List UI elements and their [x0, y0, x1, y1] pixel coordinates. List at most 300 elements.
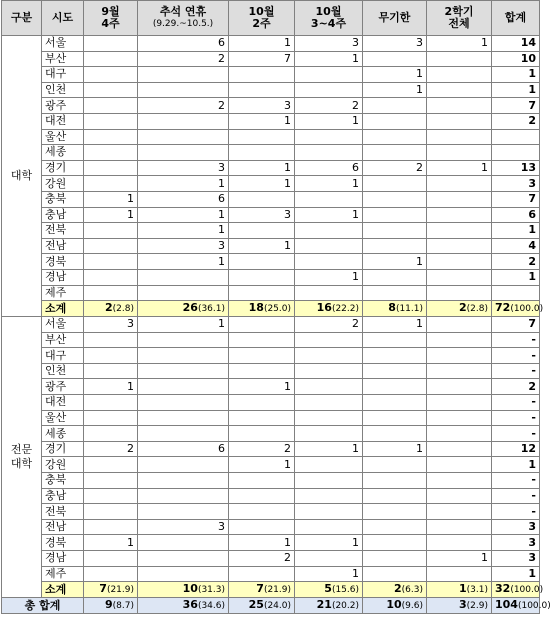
value-cell — [427, 488, 492, 504]
value-cell — [427, 348, 492, 364]
value-cell — [138, 332, 229, 348]
subtotal-cell — [427, 582, 492, 598]
value-cell — [427, 441, 492, 457]
row-total-cell: 3 — [492, 551, 540, 567]
subtotal-cell — [138, 582, 229, 598]
value-cell — [427, 254, 492, 270]
region-cell: 경남 — [42, 269, 84, 285]
value-cell: 3 — [84, 317, 138, 333]
value-cell: 7 — [229, 51, 295, 67]
value-cell — [229, 395, 295, 411]
value-cell: 6 — [138, 36, 229, 52]
value-cell: 1 — [138, 254, 229, 270]
value-cell — [295, 363, 363, 379]
value-cell — [363, 207, 427, 223]
value-cell: 2 — [138, 51, 229, 67]
value-cell — [363, 519, 427, 535]
value-cell — [84, 457, 138, 473]
row-total-cell: - — [492, 410, 540, 426]
table-body — [2, 36, 551, 614]
column-header — [138, 1, 229, 36]
percent-value: (6.3) — [401, 585, 423, 596]
percent-value: (2.9) — [466, 601, 488, 612]
count-value: 8 — [388, 301, 396, 315]
value-cell — [295, 82, 363, 98]
value-cell — [363, 113, 427, 129]
value-cell: 2 — [229, 551, 295, 567]
grand-total-cell — [363, 598, 427, 614]
subtotal-cell — [84, 301, 138, 317]
subtotal-cell — [492, 301, 544, 317]
value-cell: 1 — [229, 176, 295, 192]
column-header — [42, 1, 84, 36]
percent-value: (100.0) — [517, 601, 551, 612]
value-cell — [229, 269, 295, 285]
value-cell: 1 — [84, 535, 138, 551]
value-cell — [84, 269, 138, 285]
value-cell — [427, 98, 492, 114]
region-cell: 대구 — [42, 67, 84, 83]
value-cell: 2 — [363, 160, 427, 176]
column-header — [363, 1, 427, 36]
header-row — [2, 1, 540, 36]
value-cell — [229, 488, 295, 504]
region-cell: 서울 — [42, 36, 84, 52]
table-row — [2, 129, 540, 145]
value-cell: 3 — [138, 519, 229, 535]
region-cell: 강원 — [42, 457, 84, 473]
value-cell — [427, 473, 492, 489]
column-header-line1: 9월 — [101, 5, 120, 18]
value-cell: 1 — [138, 207, 229, 223]
table-row — [2, 36, 540, 52]
value-cell — [427, 67, 492, 83]
column-header-line2: 3~4주 — [310, 17, 347, 30]
subtotal-row — [2, 582, 540, 598]
count-value: 9 — [105, 598, 113, 612]
value-cell — [84, 160, 138, 176]
row-total-cell: 2 — [492, 254, 540, 270]
row-total-cell: - — [492, 348, 540, 364]
count-value: 32 — [495, 582, 511, 596]
value-cell: 1 — [229, 379, 295, 395]
value-cell: 1 — [295, 51, 363, 67]
column-header-line2: (9.29.~10.5.) — [152, 19, 214, 29]
value-cell — [363, 535, 427, 551]
row-total-cell: 3 — [492, 176, 540, 192]
region-cell: 전북 — [42, 223, 84, 239]
count-value: 25 — [248, 598, 264, 612]
grand-total-cell — [295, 598, 363, 614]
value-cell — [427, 269, 492, 285]
row-total-cell: - — [492, 332, 540, 348]
subtotal-label: 소계 — [42, 301, 84, 317]
grand-total-cell — [84, 598, 138, 614]
grand-total-label: 총 합계 — [2, 598, 84, 614]
value-cell — [84, 223, 138, 239]
value-cell — [138, 67, 229, 83]
value-cell: 3 — [138, 238, 229, 254]
value-cell — [84, 551, 138, 567]
value-cell — [138, 379, 229, 395]
value-cell — [427, 519, 492, 535]
row-total-cell: 1 — [492, 457, 540, 473]
value-cell: 1 — [84, 191, 138, 207]
value-cell — [295, 285, 363, 301]
value-cell: 3 — [229, 98, 295, 114]
value-cell: 1 — [229, 238, 295, 254]
table-row — [2, 348, 540, 364]
percent-value: (3.1) — [466, 585, 488, 596]
percent-value: (36.1) — [197, 304, 225, 315]
value-cell — [427, 145, 492, 161]
percent-value: (11.1) — [395, 304, 423, 315]
value-cell — [138, 269, 229, 285]
table-row — [2, 395, 540, 411]
grand-total-cell — [138, 598, 229, 614]
row-total-cell: 7 — [492, 317, 540, 333]
table-row — [2, 67, 540, 83]
value-cell — [138, 129, 229, 145]
value-cell: 3 — [295, 36, 363, 52]
table-row — [2, 566, 540, 582]
value-cell — [427, 191, 492, 207]
row-total-cell: - — [492, 504, 540, 520]
column-header-line2: 전체 — [448, 17, 470, 30]
subtotal-label: 소계 — [42, 582, 84, 598]
value-cell — [295, 426, 363, 442]
subtotal-cell — [295, 582, 363, 598]
count-value: 104 — [495, 598, 518, 612]
value-cell — [84, 98, 138, 114]
value-cell — [229, 519, 295, 535]
column-header — [492, 1, 540, 36]
value-cell — [295, 457, 363, 473]
value-cell: 1 — [138, 317, 229, 333]
percent-value: (8.7) — [112, 601, 134, 612]
value-cell — [229, 473, 295, 489]
row-total-cell: 1 — [492, 82, 540, 98]
count-value: 72 — [495, 301, 511, 315]
region-cell: 대전 — [42, 395, 84, 411]
column-header — [84, 1, 138, 36]
value-cell — [138, 82, 229, 98]
value-cell — [363, 379, 427, 395]
percent-value: (31.3) — [197, 585, 225, 596]
table-row — [2, 207, 540, 223]
table-row — [2, 457, 540, 473]
value-cell: 1 — [363, 82, 427, 98]
value-cell — [363, 566, 427, 582]
value-cell — [363, 410, 427, 426]
region-cell: 경북 — [42, 535, 84, 551]
value-cell: 1 — [138, 176, 229, 192]
value-cell — [138, 504, 229, 520]
grand-total-cell — [427, 598, 492, 614]
subtotal-cell — [427, 301, 492, 317]
region-cell: 경기 — [42, 160, 84, 176]
value-cell — [229, 67, 295, 83]
table-row — [2, 504, 540, 520]
value-cell — [363, 504, 427, 520]
percent-value: (20.2) — [331, 601, 359, 612]
table-row — [2, 473, 540, 489]
value-cell — [229, 504, 295, 520]
value-cell: 2 — [229, 441, 295, 457]
table-row — [2, 238, 540, 254]
column-header — [295, 1, 363, 36]
row-total-cell: - — [492, 473, 540, 489]
value-cell — [427, 223, 492, 239]
column-header-line1: 추석 연휴 — [159, 5, 207, 18]
value-cell — [295, 519, 363, 535]
value-cell — [427, 363, 492, 379]
count-value: 18 — [248, 301, 264, 315]
value-cell — [363, 269, 427, 285]
region-cell: 충북 — [42, 191, 84, 207]
schedule-table — [1, 0, 551, 614]
value-cell — [84, 67, 138, 83]
value-cell: 1 — [295, 113, 363, 129]
table-row — [2, 317, 540, 333]
value-cell — [295, 504, 363, 520]
value-cell — [84, 51, 138, 67]
value-cell — [229, 410, 295, 426]
region-cell: 울산 — [42, 129, 84, 145]
value-cell — [138, 285, 229, 301]
count-value: 10 — [386, 598, 402, 612]
subtotal-cell — [229, 582, 295, 598]
value-cell — [363, 348, 427, 364]
row-total-cell: - — [492, 426, 540, 442]
value-cell — [138, 535, 229, 551]
subtotal-cell — [492, 582, 544, 598]
value-cell — [363, 191, 427, 207]
value-cell — [295, 473, 363, 489]
region-cell: 울산 — [42, 410, 84, 426]
value-cell — [84, 176, 138, 192]
region-cell: 경기 — [42, 441, 84, 457]
value-cell — [363, 488, 427, 504]
region-cell: 광주 — [42, 98, 84, 114]
value-cell — [84, 426, 138, 442]
table-row — [2, 160, 540, 176]
value-cell — [427, 566, 492, 582]
row-total-cell: 1 — [492, 223, 540, 239]
subtotal-cell — [363, 301, 427, 317]
grand-total-cell — [492, 598, 551, 614]
region-cell: 경남 — [42, 551, 84, 567]
column-header — [229, 1, 295, 36]
percent-value: (2.8) — [112, 304, 134, 315]
value-cell — [295, 379, 363, 395]
column-header — [2, 1, 42, 36]
table-row — [2, 254, 540, 270]
row-total-cell: 1 — [492, 269, 540, 285]
percent-value: (21.9) — [106, 585, 134, 596]
value-cell — [427, 176, 492, 192]
value-cell — [427, 317, 492, 333]
region-cell: 부산 — [42, 332, 84, 348]
value-cell — [363, 176, 427, 192]
value-cell — [229, 129, 295, 145]
row-total-cell: 1 — [492, 566, 540, 582]
row-total-cell — [492, 285, 540, 301]
row-total-cell: 2 — [492, 113, 540, 129]
value-cell — [427, 379, 492, 395]
row-total-cell: 7 — [492, 191, 540, 207]
region-cell: 인천 — [42, 82, 84, 98]
column-header-line1: 시도 — [51, 11, 74, 24]
region-cell: 인천 — [42, 363, 84, 379]
value-cell — [84, 36, 138, 52]
region-cell: 경북 — [42, 254, 84, 270]
row-total-cell: 10 — [492, 51, 540, 67]
value-cell — [295, 238, 363, 254]
value-cell — [363, 473, 427, 489]
count-value: 3 — [459, 598, 467, 612]
value-cell: 2 — [138, 98, 229, 114]
percent-value: (100.0) — [510, 585, 544, 596]
region-cell: 충북 — [42, 473, 84, 489]
value-cell: 3 — [229, 207, 295, 223]
value-cell — [229, 82, 295, 98]
value-cell — [84, 363, 138, 379]
value-cell — [363, 332, 427, 348]
region-cell: 세종 — [42, 145, 84, 161]
count-value: 7 — [99, 582, 107, 596]
value-cell: 1 — [229, 113, 295, 129]
value-cell: 6 — [138, 191, 229, 207]
value-cell: 1 — [138, 223, 229, 239]
table-row — [2, 98, 540, 114]
value-cell — [427, 207, 492, 223]
value-cell — [84, 145, 138, 161]
count-value: 21 — [316, 598, 332, 612]
value-cell — [229, 223, 295, 239]
value-cell — [229, 191, 295, 207]
table-row — [2, 82, 540, 98]
count-value: 5 — [324, 582, 332, 596]
value-cell — [363, 129, 427, 145]
column-header-line1: 구분 — [10, 11, 33, 24]
value-cell — [138, 363, 229, 379]
value-cell: 1 — [295, 269, 363, 285]
table-row — [2, 223, 540, 239]
table-row — [2, 285, 540, 301]
column-header-line2: 2주 — [252, 17, 271, 30]
value-cell — [363, 51, 427, 67]
value-cell — [138, 410, 229, 426]
value-cell — [84, 82, 138, 98]
value-cell: 2 — [84, 441, 138, 457]
row-total-cell: 2 — [492, 379, 540, 395]
subtotal-cell — [229, 301, 295, 317]
value-cell — [295, 129, 363, 145]
row-total-cell: 14 — [492, 36, 540, 52]
value-cell: 1 — [295, 535, 363, 551]
subtotal-row — [2, 301, 540, 317]
value-cell — [229, 285, 295, 301]
value-cell — [363, 223, 427, 239]
group-label: 전문 대학 — [2, 317, 42, 598]
count-value: 2 — [459, 301, 467, 315]
region-cell: 전남 — [42, 519, 84, 535]
value-cell — [229, 363, 295, 379]
region-cell: 대구 — [42, 348, 84, 364]
table-row — [2, 363, 540, 379]
value-cell — [295, 488, 363, 504]
value-cell: 1 — [229, 457, 295, 473]
subtotal-cell — [295, 301, 363, 317]
count-value: 2 — [394, 582, 402, 596]
value-cell: 1 — [295, 207, 363, 223]
region-cell: 서울 — [42, 317, 84, 333]
value-cell — [84, 348, 138, 364]
value-cell — [84, 238, 138, 254]
value-cell — [138, 145, 229, 161]
value-cell: 1 — [229, 535, 295, 551]
count-value: 10 — [182, 582, 198, 596]
value-cell — [84, 129, 138, 145]
value-cell: 3 — [363, 36, 427, 52]
value-cell — [229, 317, 295, 333]
value-cell — [363, 551, 427, 567]
value-cell — [295, 67, 363, 83]
grand-total-cell — [229, 598, 295, 614]
row-total-cell: 12 — [492, 441, 540, 457]
value-cell — [295, 395, 363, 411]
row-total-cell: - — [492, 395, 540, 411]
table-row — [2, 176, 540, 192]
value-cell: 6 — [138, 441, 229, 457]
table-row — [2, 51, 540, 67]
count-value: 2 — [105, 301, 113, 315]
value-cell: 1 — [363, 441, 427, 457]
value-cell — [427, 426, 492, 442]
region-cell: 세종 — [42, 426, 84, 442]
column-header-line1: 10월 — [315, 5, 342, 18]
percent-value: (25.0) — [263, 304, 291, 315]
value-cell — [84, 488, 138, 504]
value-cell — [295, 348, 363, 364]
column-header-line1: 무기한 — [378, 11, 411, 24]
value-cell: 1 — [229, 36, 295, 52]
region-cell: 강원 — [42, 176, 84, 192]
value-cell — [363, 426, 427, 442]
percent-value: (15.6) — [331, 585, 359, 596]
column-header-line2: 4주 — [101, 17, 120, 30]
value-cell — [427, 285, 492, 301]
region-cell: 충남 — [42, 488, 84, 504]
table-row — [2, 551, 540, 567]
value-cell — [84, 285, 138, 301]
count-value: 1 — [459, 582, 467, 596]
table-row — [2, 535, 540, 551]
value-cell — [427, 504, 492, 520]
region-cell: 부산 — [42, 51, 84, 67]
value-cell — [363, 98, 427, 114]
value-cell — [295, 145, 363, 161]
value-cell — [138, 395, 229, 411]
region-cell: 제주 — [42, 285, 84, 301]
row-total-cell: 4 — [492, 238, 540, 254]
grand-total-row — [2, 598, 540, 614]
table-header — [2, 1, 540, 36]
table-row — [2, 191, 540, 207]
value-cell — [138, 426, 229, 442]
row-total-cell: 6 — [492, 207, 540, 223]
